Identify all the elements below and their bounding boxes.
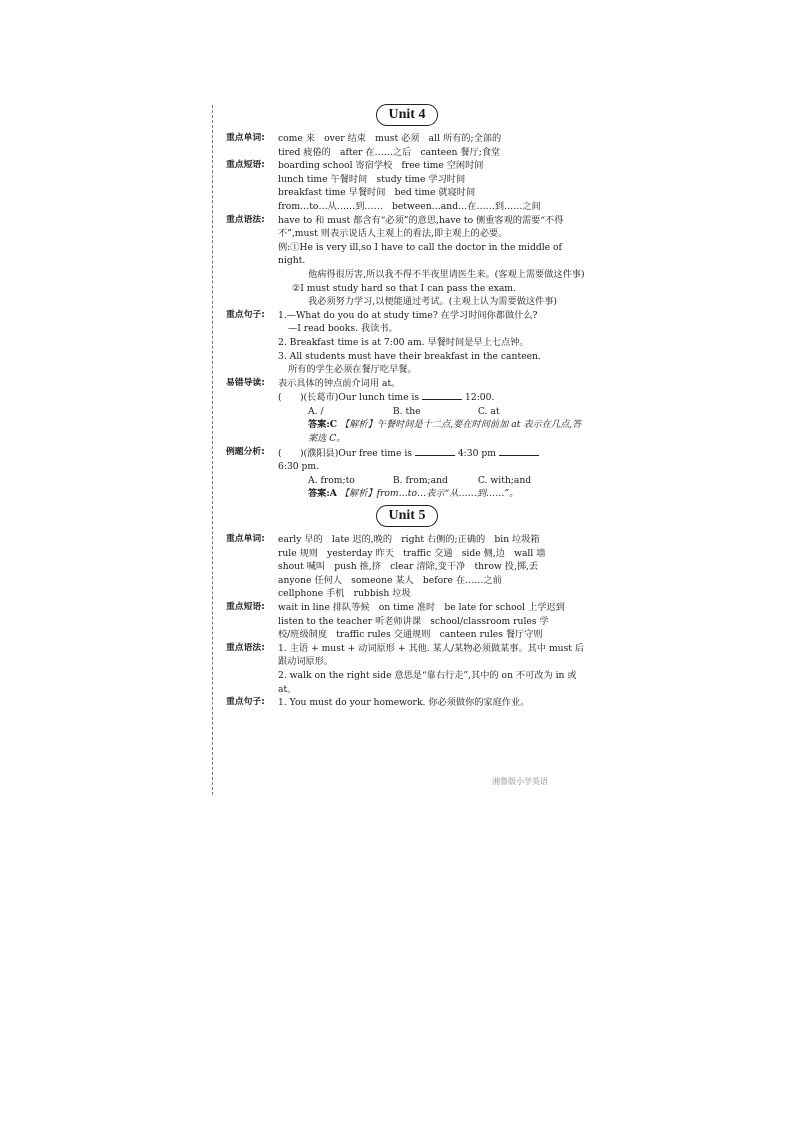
unit4-title: Unit 4 [376,104,438,126]
unit4-grammar-intro: have to 和 must 都含有“必须”的意思,have to 侧重客观的需要“不得不”,must 则表示说话人主观上的看法,即主观上的必要。 [278,214,564,240]
unit5-sentences-section [226,696,588,710]
unit4-grammar-label: 重点语法: [226,214,265,225]
unit5-words-line-2: rule 规则 yesterday 昨天 traffic 交通 side 侧,边 wall 墙 [278,547,546,559]
document-page [226,100,588,710]
unit4-phrase-line-3: breakfast time 早餐时间 bed time 就寝时间 [278,187,476,199]
answer-explanation: 【解析】from…to…表示“从……到……”。 [339,488,519,500]
unit5-words-section [226,533,588,601]
answer-blank [422,390,462,400]
unit5-words-label: 重点单词: [226,534,265,545]
answer-label: 答案:A [308,488,337,500]
binding-margin-line [212,105,213,795]
unit4-phrase-line-2: lunch time 午餐时间 study time 学习时间 [278,173,466,185]
option-a: A. / [308,405,324,417]
unit5-phrases-section [226,601,588,642]
unit4-words-line-2: tired 疲倦的 after 在……之后 canteen 餐厅;食堂 [278,146,501,158]
unit4-sentence1-reply: —I read books. 我读书。 [288,323,398,335]
unit4-example2-cn: 我必须努力学习,以便能通过考试。(主观上认为需要做这件事) [308,296,557,308]
unit5-grammar-label: 重点语法: [226,642,265,653]
answer-blank [415,446,455,456]
unit5-words-line-4: anyone 任何人 someone 某人 before 在……之前 [278,574,502,586]
unit5-phrase-line-3: 校/班级制度 traffic rules 交通规则 canteen rules 餐厅守则 [278,629,543,641]
watermark-text: 湘鲁版小学英语 [492,777,548,786]
unit4-phrase-line-4: from…to…从……到…… between…and…在……到……之间 [278,200,541,212]
unit5-words-line-5: cellphone 手机 rubbish 垃圾 [278,588,411,600]
option-a: A. from;to [308,474,355,486]
unit4-words-line-1: come 来 over 结束 must 必须 all 所有的;全部的 [278,133,502,144]
unit4-error-question [278,390,588,405]
unit4-sentence1: 1.—What do you do at study time? 在学习时间你都做什么? [278,309,538,321]
answer-blank [499,446,539,456]
unit5-grammar-1: 1. 主语 + must + 动词原形 + 其他. 某人/某物必须做某事。其中 must 后跟动词原形。 [278,642,585,668]
unit4-example-question-prefix: ( )(濮阳县)Our free time is [278,447,412,459]
option-c: C. with;and [477,474,532,486]
unit4-example-label: 例题分析: [226,446,265,457]
unit5-phrase-line-2: listen to the teacher 听老师讲课 school/classroom rules 学 [278,615,549,627]
unit5-grammar-section [226,642,588,696]
unit4-error-options [278,405,588,419]
unit4-example2-en: ②I must study hard so that I can pass the exam. [292,282,516,294]
unit4-grammar-section [226,214,588,309]
unit4-sentence2: 2. Breakfast time is at 7:00 am. 早餐时间是早上七点钟。 [278,336,529,348]
unit4-error-answer [278,418,588,445]
unit5-sentence1: 1. You must do your homework. 你必须做你的家庭作业。 [278,697,530,709]
unit4-error-question-suffix: 12:00. [465,392,495,404]
answer-label: 答案:C [308,419,338,431]
unit4-words-label: 重点单词: [226,133,265,143]
option-b: B. the [392,405,421,417]
unit4-sentences-label: 重点句子: [226,309,265,320]
unit5-sentences-label: 重点句子: [226,697,265,708]
unit4-words-section [226,132,588,159]
unit4-example1-en: 例:①He is very ill,so I have to call the doctor in the middle of night. [278,241,562,267]
unit4-sentence3-en: 3. All students must have their breakfast in the canteen. [278,350,541,362]
unit4-error-section [226,377,588,446]
unit5-title: Unit 5 [376,505,438,527]
unit4-example-options [278,474,588,488]
unit4-example-question [278,446,588,461]
unit5-words-line-3: shout 喊叫 push 推,挤 clear 清除,变干净 throw 投,掷,丢 [278,561,539,573]
unit4-error-label: 易错导读: [226,377,265,388]
unit5-phrases-label: 重点短语: [226,602,265,612]
unit4-phrase-line-1: boarding school 寄宿学校 free time 空闲时间 [278,160,484,172]
unit4-example-answer [278,487,588,501]
unit4-sentence3-cn: 所有的学生必须在餐厅吃早餐。 [288,364,417,376]
unit4-phrases-label: 重点短语: [226,160,265,171]
answer-explanation: 【解析】午餐时间是十二点,要在时间前加 at 表示在几点,答案选 C。 [308,419,582,445]
unit4-error-question-prefix: ( )(长葛市)Our lunch time is [278,392,420,404]
unit5-grammar-2: 2. walk on the right side 意思是“靠右行走”,其中的 on 不可改为 in 或 at。 [278,669,577,695]
unit5-phrase-line-1: wait in line 排队等候 on time 准时 be late for school 上学迟到 [278,602,565,613]
option-b: B. from;and [392,474,448,486]
unit4-example-question-mid: 4:30 pm [457,447,496,459]
option-c: C. at [477,405,500,417]
unit4-example1-cn: 他病得很厉害,所以我不得不半夜里请医生来。(客观上需要做这件事) [308,268,585,280]
unit4-example-section [226,446,588,501]
unit4-sentences-section [226,309,588,377]
unit4-error-intro: 表示具体的钟点前介词用 at。 [278,377,401,389]
unit4-phrases-section [226,159,588,213]
unit5-words-line-1: early 早的 late 迟的,晚的 right 右侧的;正确的 bin 垃圾箱 [278,534,540,546]
unit4-example-question-end: 6:30 pm. [278,461,320,473]
